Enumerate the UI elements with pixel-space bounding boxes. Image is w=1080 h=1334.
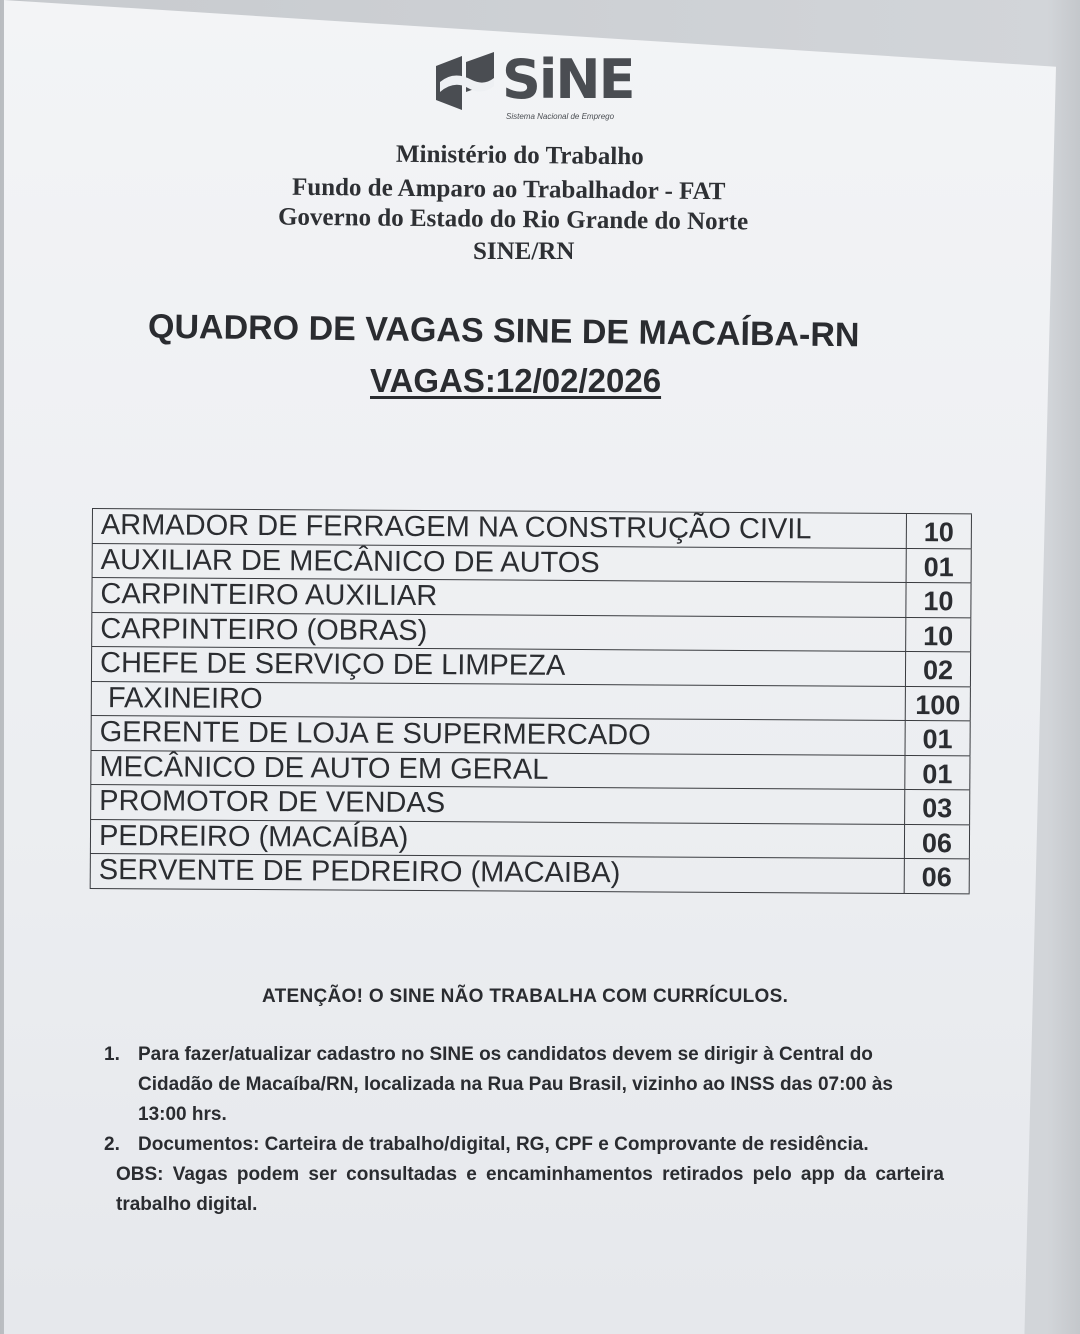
sine-logo: [432, 48, 632, 128]
job-title: CARPINTEIRO AUXILIAR: [91, 578, 905, 616]
job-vacancy-count: 01: [905, 721, 971, 755]
job-title: ARMADOR DE FERRAGEM NA CONSTRUÇÃO CIVIL: [92, 509, 906, 547]
job-title: GERENTE DE LOJA E SUPERMERCADO: [91, 716, 905, 754]
notice-heading: ATENÇÃO! O SINE NÃO TRABALHA COM CURRÍCULOS.: [262, 986, 789, 1007]
note-item: [104, 1040, 944, 1130]
header-fund: Fundo de Amparo ao Trabalhador - FAT: [291, 173, 726, 206]
job-vacancy-count: 10: [905, 617, 971, 651]
job-row: [90, 749, 970, 789]
job-title: PROMOTOR DE VENDAS: [90, 785, 904, 823]
job-row: [92, 542, 972, 582]
job-row: [91, 577, 971, 617]
sine-tagline: Sistema Nacional de Emprego: [506, 112, 615, 121]
job-row: [90, 818, 970, 858]
job-row: [90, 784, 970, 824]
header-government: Governo do Estado do Rio Grande do Norte: [277, 203, 749, 236]
job-title: SERVENTE DE PEDREIRO (MACAIBA): [90, 854, 904, 892]
job-title: MECÂNICO DE AUTO EM GERAL: [90, 750, 904, 788]
job-row: [91, 715, 971, 755]
jobs-table: [90, 508, 972, 894]
job-title: CHEFE DE SERVIÇO DE LIMPEZA: [91, 647, 905, 685]
sine-logo-mark-icon: [432, 52, 498, 116]
note-item: [104, 1130, 944, 1160]
job-vacancy-count: 06: [904, 859, 970, 893]
note-number: 1.: [104, 1044, 120, 1065]
obs-note: OBS: Vagas podem ser consultadas e encaminhamentos retirados pelo app da carteira trabalho digital.: [116, 1164, 944, 1215]
sine-wordmark: SiNE: [502, 48, 634, 111]
note-text: Para fazer/atualizar cadastro no SINE os candidatos devem se dirigir à Central do Cidadão de Macaíba/RN, localizada na Rua Pau Brasil, vizinho ao INSS das 07:00 às 13:00 hrs.: [138, 1044, 893, 1125]
job-vacancy-count: 02: [905, 652, 971, 686]
job-title: FAXINEIRO: [91, 681, 905, 719]
job-row: [91, 611, 971, 651]
job-vacancy-count: 10: [905, 583, 971, 617]
job-title: PEDREIRO (MACAÍBA): [90, 819, 904, 857]
header-sine-rn: SINE/RN: [473, 238, 575, 265]
job-vacancy-count: 01: [906, 548, 972, 582]
job-row: [91, 680, 971, 720]
notes-section: [104, 1040, 944, 1220]
header-ministry: Ministério do Trabalho: [395, 140, 644, 171]
job-title: AUXILIAR DE MECÂNICO DE AUTOS: [92, 543, 906, 581]
job-title: CARPINTEIRO (OBRAS): [91, 612, 905, 650]
job-vacancy-count: 100: [905, 686, 971, 720]
vacancies-date: VAGAS:12/02/2026: [370, 362, 662, 399]
job-row: [91, 646, 971, 686]
page-title: QUADRO DE VAGAS SINE DE MACAÍBA-RN: [147, 307, 860, 355]
job-vacancy-count: 01: [904, 755, 970, 789]
job-row: [90, 853, 970, 894]
job-vacancy-count: 06: [904, 824, 970, 858]
job-row: [92, 508, 972, 548]
note-number: 2.: [104, 1134, 120, 1155]
job-vacancy-count: 03: [904, 790, 970, 824]
note-text: Documentos: Carteira de trabalho/digital, RG, CPF e Comprovante de residência.: [138, 1134, 869, 1155]
job-vacancy-count: 10: [906, 514, 972, 548]
